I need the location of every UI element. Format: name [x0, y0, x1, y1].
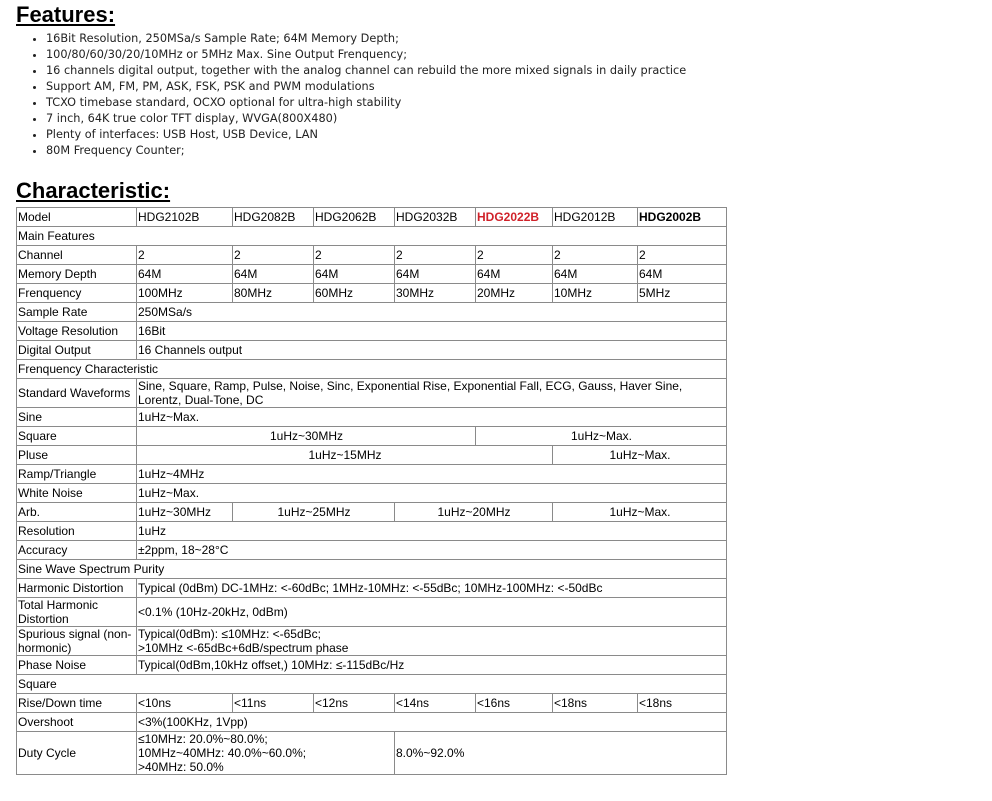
row-label: Resolution [17, 522, 137, 541]
row-label: Phase Noise [17, 656, 137, 675]
table-row [17, 713, 727, 732]
table-cell: 2 [314, 246, 395, 265]
table-row [17, 694, 727, 713]
table-row [17, 427, 727, 446]
list-item: • Support AM, FM, PM, ASK, FSK, PSK and PWM modulations [46, 79, 686, 95]
table-row [17, 265, 727, 284]
table-cell: <3%(100KHz, 1Vpp) [137, 713, 727, 732]
table-cell: Sine, Square, Ramp, Pulse, Noise, Sinc, Exponential Rise, Exponential Fall, ECG, Gauss, Haver Sine, Lorentz, Dual-Tone, DC [137, 379, 727, 408]
cell-line: ≤10MHz: 20.0%~80.0%; [138, 732, 268, 746]
table-cell: 64M [314, 265, 395, 284]
table-cell: 1uHz [137, 522, 727, 541]
row-label: Pluse [17, 446, 137, 465]
table-row [17, 360, 727, 379]
row-label: Digital Output [17, 341, 137, 360]
list-item: • Plenty of interfaces: USB Host, USB Device, LAN [46, 127, 686, 143]
row-label: Voltage Resolution [17, 322, 137, 341]
row-label: Accuracy [17, 541, 137, 560]
table-cell: 1uHz~15MHz [137, 446, 553, 465]
table-row [17, 227, 727, 246]
table-cell: 2 [233, 246, 314, 265]
model-cell: HDG2062B [314, 208, 395, 227]
table-cell: 64M [233, 265, 314, 284]
features-heading: Features: [16, 2, 116, 27]
table-cell: 2 [638, 246, 727, 265]
table-row [17, 484, 727, 503]
row-label: Duty Cycle [17, 732, 137, 775]
table-row [17, 579, 727, 598]
table-cell: <12ns [314, 694, 395, 713]
row-label: Spurious signal (non-hormonic) [17, 627, 137, 656]
row-label: Memory Depth [17, 265, 137, 284]
row-label: Sample Rate [17, 303, 137, 322]
table-row [17, 627, 727, 656]
row-label: Sine [17, 408, 137, 427]
model-cell: HDG2082B [233, 208, 314, 227]
model-cell-bold: HDG2002B [638, 208, 727, 227]
row-label: White Noise [17, 484, 137, 503]
table-cell: 10MHz [553, 284, 638, 303]
list-item: • 100/80/60/30/20/10MHz or 5MHz Max. Sine Output Frenquency; [46, 47, 686, 63]
row-label: Rise/Down time [17, 694, 137, 713]
model-cell: HDG2032B [395, 208, 476, 227]
table-cell: <18ns [638, 694, 727, 713]
table-cell: 1uHz~Max. [553, 503, 727, 522]
table-cell: 60MHz [314, 284, 395, 303]
table-cell: Typical(0dBm,10kHz offset,) 10MHz: ≤-115dBc/Hz [137, 656, 727, 675]
table-cell: 5MHz [638, 284, 727, 303]
table-cell: <11ns [233, 694, 314, 713]
list-item: • 7 inch, 64K true color TFT display, WVGA(800X480) [46, 111, 686, 127]
table-cell [137, 732, 395, 775]
model-cell: HDG2012B [553, 208, 638, 227]
table-row [17, 560, 727, 579]
section-label: Square [17, 675, 727, 694]
table-cell: <10ns [137, 694, 233, 713]
section-label: Main Features [17, 227, 727, 246]
cell-line: Typical(0dBm): ≤10MHz: <-65dBc; [138, 627, 321, 641]
table-row [17, 503, 727, 522]
row-label: Square [17, 427, 137, 446]
table-cell: 1uHz~Max. [137, 408, 727, 427]
table-cell: 250MSa/s [137, 303, 727, 322]
table-cell: 64M [553, 265, 638, 284]
table-cell: Typical (0dBm) DC-1MHz: <-60dBc; 1MHz-10MHz: <-55dBc; 10MHz-100MHz: <-50dBc [137, 579, 727, 598]
table-cell: 1uHz~20MHz [395, 503, 553, 522]
table-cell: 1uHz~4MHz [137, 465, 727, 484]
table-row [17, 284, 727, 303]
row-label: Overshoot [17, 713, 137, 732]
section-label: Sine Wave Spectrum Purity [17, 560, 727, 579]
table-cell: 1uHz~Max. [137, 484, 727, 503]
table-cell: <14ns [395, 694, 476, 713]
table-cell: <16ns [476, 694, 553, 713]
table-cell: 1uHz~30MHz [137, 503, 233, 522]
list-item: • 80M Frequency Counter; [46, 143, 686, 159]
cell-line: >40MHz: 50.0% [138, 760, 224, 774]
table-cell: 30MHz [395, 284, 476, 303]
table-cell: ±2ppm, 18~28°C [137, 541, 727, 560]
table-cell: 20MHz [476, 284, 553, 303]
table-row [17, 541, 727, 560]
table-row [17, 379, 727, 408]
table-row [17, 675, 727, 694]
cell-line: >10MHz <-65dBc+6dB/spectrum phase [138, 641, 349, 655]
table-cell [137, 627, 727, 656]
table-cell: 64M [638, 265, 727, 284]
table-cell: 2 [137, 246, 233, 265]
cell-line: 10MHz~40MHz: 40.0%~60.0%; [138, 746, 307, 760]
table-row [17, 598, 727, 627]
table-row [17, 656, 727, 675]
spec-table [16, 207, 727, 775]
row-label: Arb. [17, 503, 137, 522]
table-cell: 1uHz~30MHz [137, 427, 476, 446]
list-item: • 16 channels digital output, together with the analog channel can rebuild the more mixed signals in daily practice [46, 63, 686, 79]
table-cell: 2 [395, 246, 476, 265]
table-cell: <18ns [553, 694, 638, 713]
row-label: Standard Waveforms [17, 379, 137, 408]
table-row [17, 322, 727, 341]
row-label: Model [17, 208, 137, 227]
table-row [17, 303, 727, 322]
table-row [17, 522, 727, 541]
table-cell: 100MHz [137, 284, 233, 303]
table-cell: 1uHz~25MHz [233, 503, 395, 522]
table-cell: 2 [553, 246, 638, 265]
features-list [28, 31, 686, 159]
table-cell: 64M [137, 265, 233, 284]
table-row [17, 341, 727, 360]
row-label: Harmonic Distortion [17, 579, 137, 598]
table-cell: 16Bit [137, 322, 727, 341]
table-row [17, 246, 727, 265]
table-cell: <0.1% (10Hz-20kHz, 0dBm) [137, 598, 727, 627]
row-label: Ramp/Triangle [17, 465, 137, 484]
table-row [17, 465, 727, 484]
model-cell: HDG2102B [137, 208, 233, 227]
table-row [17, 408, 727, 427]
table-row [17, 446, 727, 465]
table-row [17, 732, 727, 775]
table-cell: 64M [476, 265, 553, 284]
model-cell-highlighted: HDG2022B [476, 208, 553, 227]
table-cell: 1uHz~Max. [476, 427, 727, 446]
table-cell: 8.0%~92.0% [395, 732, 727, 775]
row-label: Total Harmonic Distortion [17, 598, 137, 627]
table-cell: 1uHz~Max. [553, 446, 727, 465]
table-row [17, 208, 727, 227]
section-label: Frenquency Characteristic [17, 360, 727, 379]
table-cell: 2 [476, 246, 553, 265]
row-label: Frenquency [17, 284, 137, 303]
characteristic-heading: Characteristic: [16, 178, 171, 203]
list-item: • 16Bit Resolution, 250MSa/s Sample Rate; 64M Memory Depth; [46, 31, 686, 47]
table-cell: 16 Channels output [137, 341, 727, 360]
list-item: • TCXO timebase standard, OCXO optional for ultra-high stability [46, 95, 686, 111]
table-cell: 80MHz [233, 284, 314, 303]
table-cell: 64M [395, 265, 476, 284]
row-label: Channel [17, 246, 137, 265]
